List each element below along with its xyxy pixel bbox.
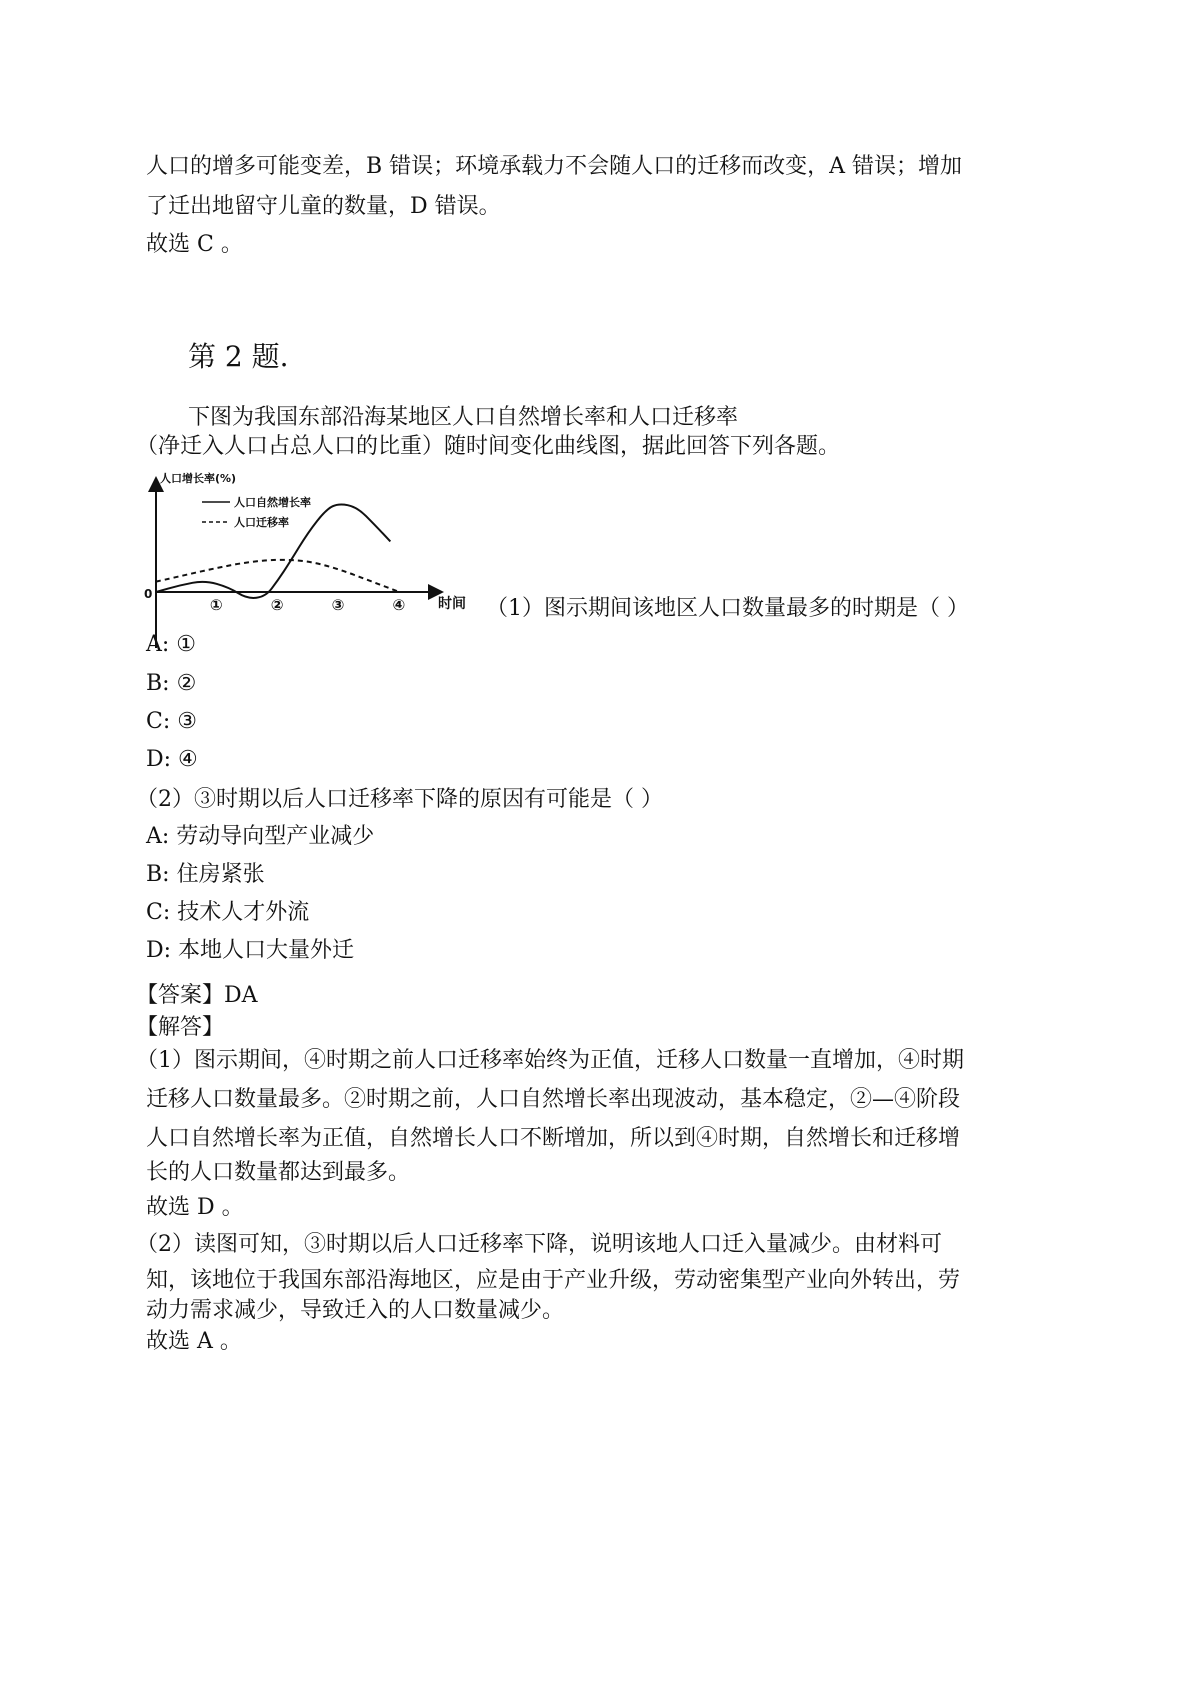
sub2-prompt: （2）③时期以后人口迁移率下降的原因有可能是（ ） <box>136 787 663 812</box>
x-tick-label-1: ① <box>209 596 223 614</box>
question-intro-line-2: （净迁入人口占总人口的比重）随时间变化曲线图，据此回答下列各题。 <box>136 434 841 459</box>
x-tick-label-3: ③ <box>331 596 345 614</box>
answer-heading: 【答案】DA <box>136 983 258 1008</box>
part1-line-1: （1）图示期间，④时期之前人口迁移率始终为正值，迁移人口数量一直增加，④时期 <box>136 1048 964 1073</box>
sub1-prompt: （1）图示期间该地区人口数量最多的时期是（ ） <box>486 596 969 621</box>
sub1-option-a[interactable]: A: ① <box>146 632 197 657</box>
sub2-option-a[interactable]: A: 劳动导向型产业减少 <box>146 824 375 849</box>
prev-explanation-line-2: 了迁出地留守儿童的数量，D 错误。 <box>146 194 501 219</box>
explanation-heading: 【解答】 <box>136 1015 225 1040</box>
part2-line-1: （2）读图可知，③时期以后人口迁移率下降，说明该地人口迁入量减少。由材料可 <box>136 1232 942 1257</box>
sub2-option-c[interactable]: C: 技术人才外流 <box>146 900 310 925</box>
x-tick-label-4: ④ <box>392 596 406 614</box>
sub1-option-d[interactable]: D: ④ <box>146 747 198 772</box>
question-intro-line-1: 下图为我国东部沿海某地区人口自然增长率和人口迁移率 <box>188 405 739 430</box>
sub2-option-d[interactable]: D: 本地人口大量外迁 <box>146 938 355 963</box>
series-line-migration <box>156 560 399 592</box>
part2-line-2: 知，该地位于我国东部沿海地区，应是由于产业升级，劳动密集型产业向外转出，劳 <box>146 1268 961 1293</box>
origin-label: 0 <box>144 587 153 601</box>
sub1-option-c[interactable]: C: ③ <box>146 709 197 734</box>
legend-solid-label: 人口自然增长率 <box>234 496 311 509</box>
x-axis-label: 时间 <box>438 596 466 612</box>
y-axis-label: 人口增长率(%) <box>160 472 237 485</box>
part2-conclusion: 故选 A 。 <box>146 1329 242 1354</box>
part1-conclusion: 故选 D 。 <box>146 1195 244 1220</box>
sub2-option-b[interactable]: B: 住房紧张 <box>146 862 265 887</box>
part1-line-2: 迁移人口数量最多。②时期之前，人口自然增长率出现波动，基本稳定，②—④阶段 <box>146 1087 961 1112</box>
part1-line-3: 人口自然增长率为正值，自然增长人口不断增加，所以到④时期，自然增长和迁移增 <box>146 1126 961 1151</box>
part1-line-4: 长的人口数量都达到最多。 <box>146 1160 411 1185</box>
x-tick-label-2: ② <box>270 596 284 614</box>
part2-line-3: 动力需求减少，导致迁入的人口数量减少。 <box>146 1298 565 1323</box>
sub1-option-b[interactable]: B: ② <box>146 671 197 696</box>
prev-conclusion: 故选 C 。 <box>146 232 243 257</box>
prev-explanation-line-1: 人口的增多可能变差，B 错误；环境承载力不会随人口的迁移而改变，A 错误；增加 <box>146 154 963 179</box>
legend-dashed-label: 人口迁移率 <box>234 516 289 529</box>
question-title: 第 2 题. <box>188 340 289 373</box>
